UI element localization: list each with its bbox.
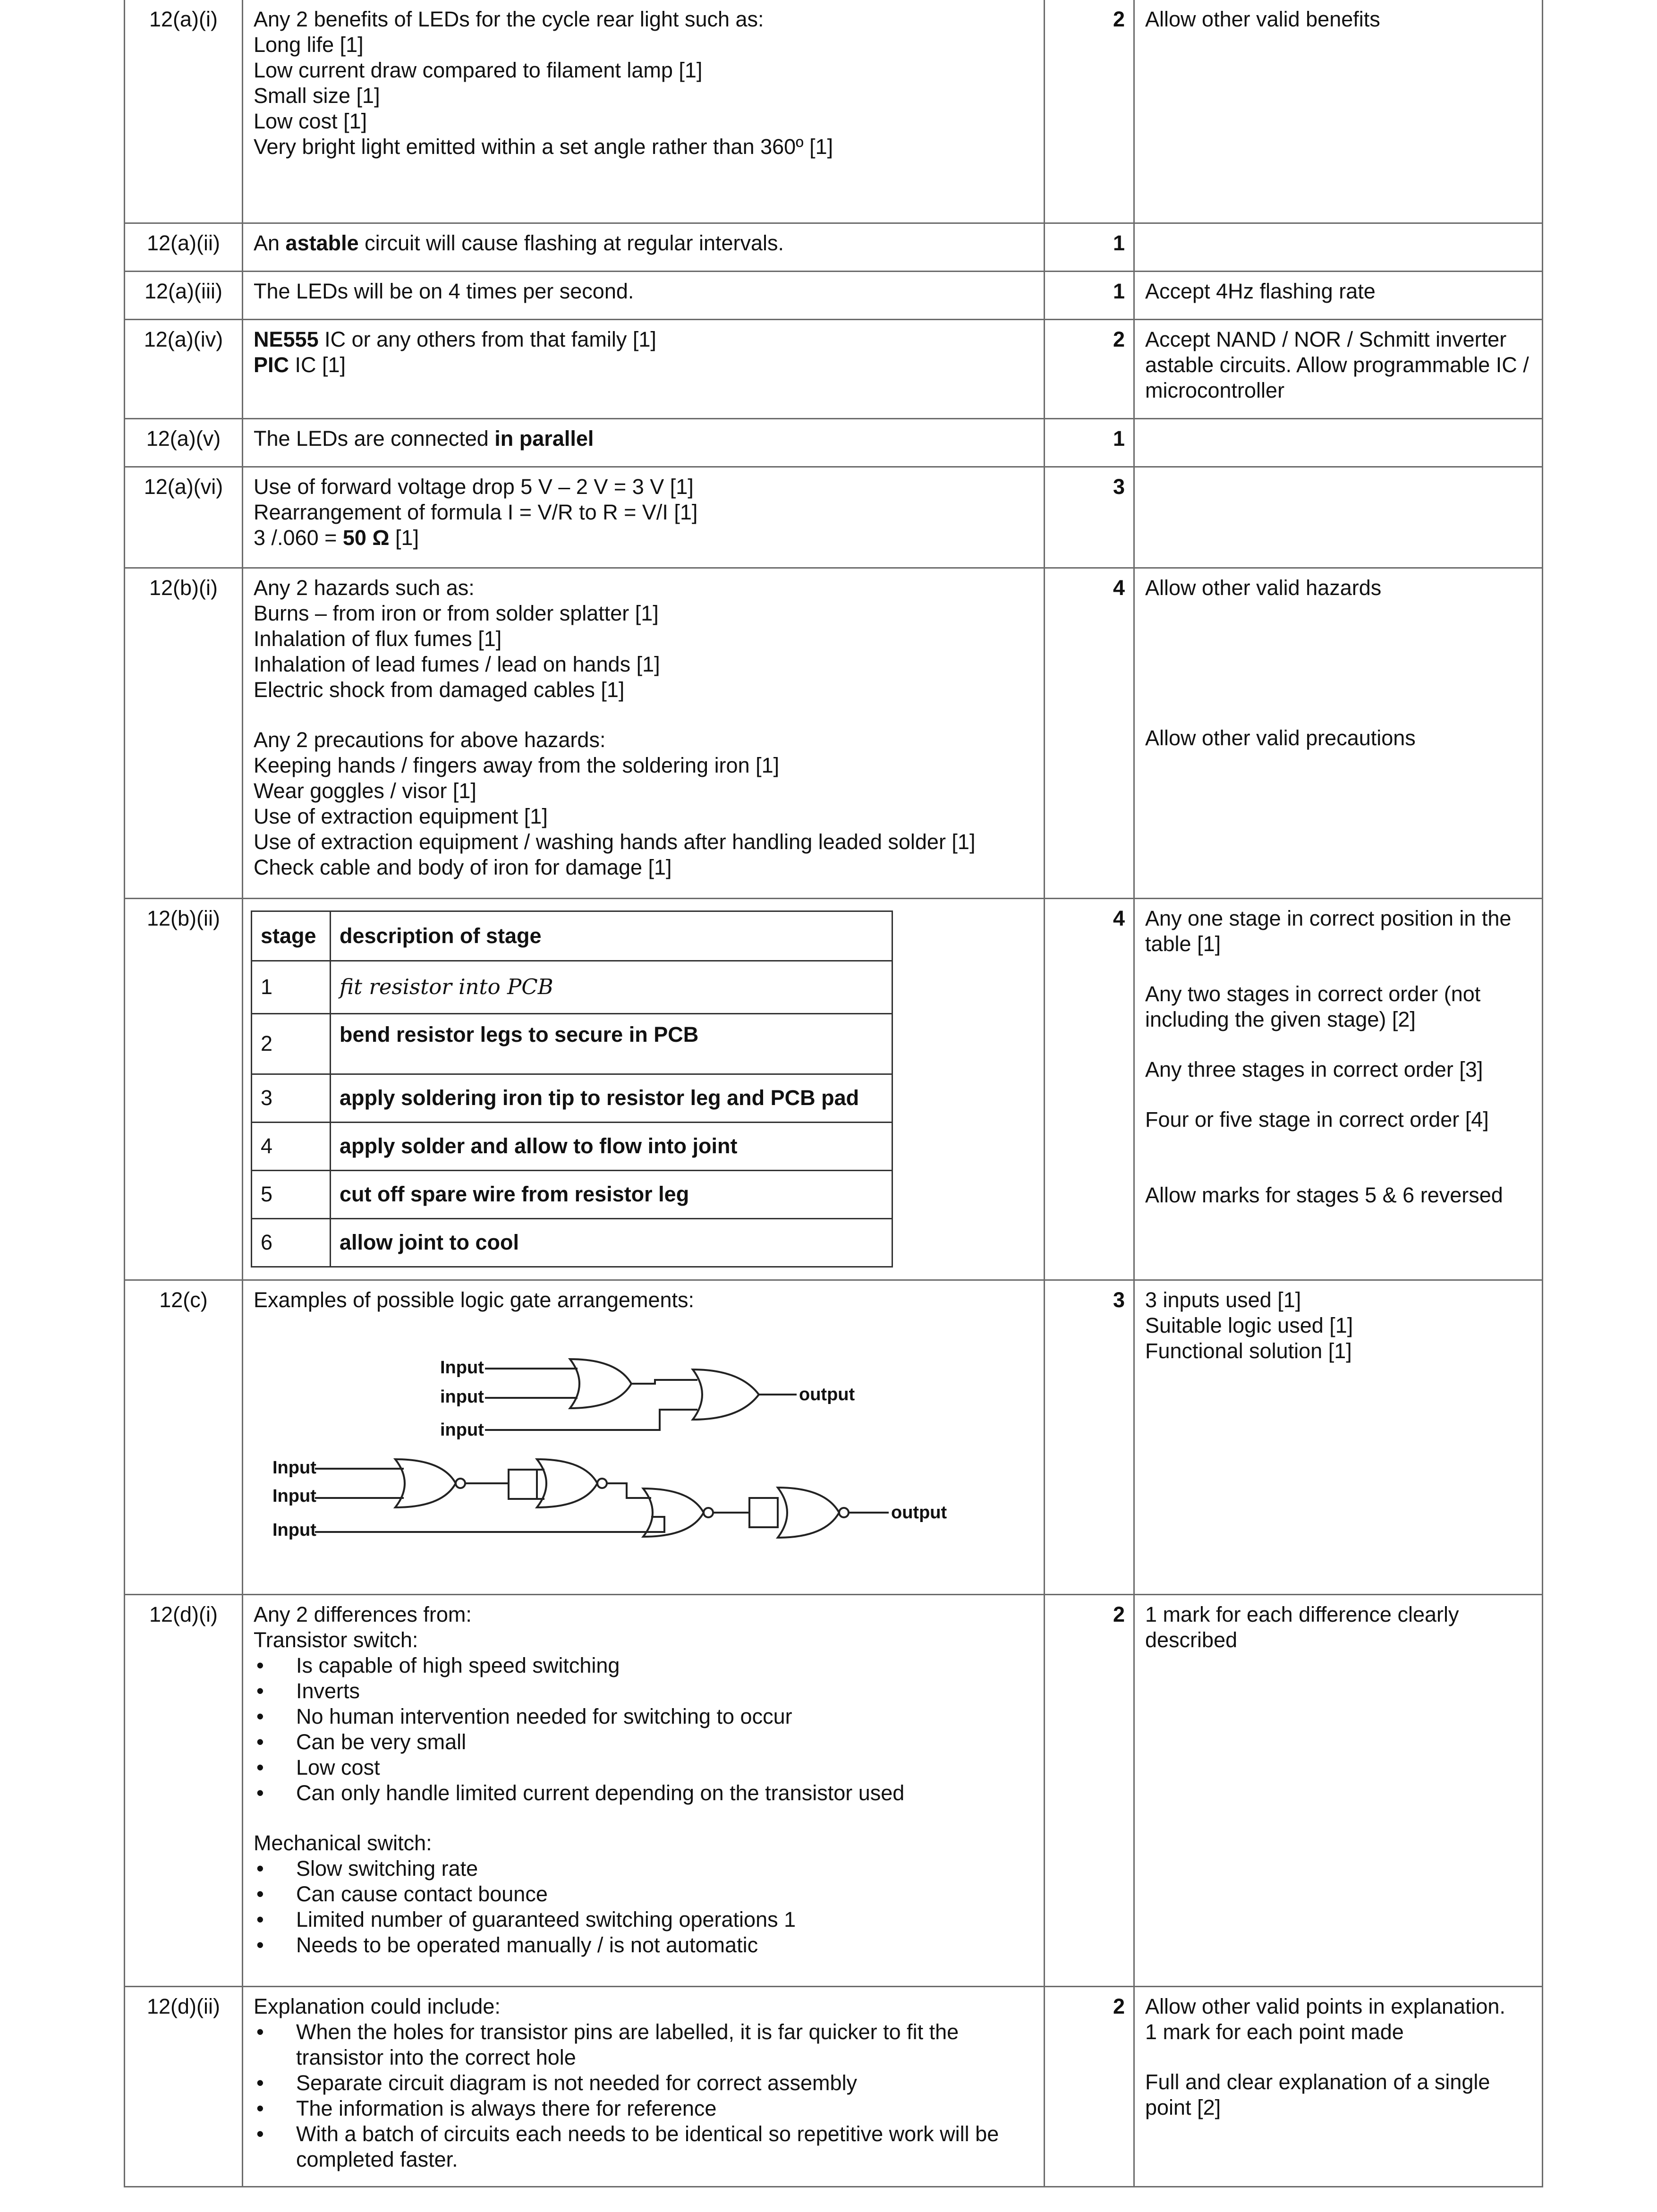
list-item: • Limited number of guaranteed switching operations 1: [254, 1907, 1034, 1932]
guidance-line: 1 mark for each point made: [1145, 2019, 1404, 2044]
nor-gate-3: [643, 1489, 704, 1537]
input-label: Input: [272, 1486, 316, 1506]
question-number: 12(b)(i): [125, 568, 243, 898]
stage-row: [252, 961, 892, 1013]
stage-description: allow joint to cool: [331, 1218, 892, 1267]
precaution-line: Keeping hands / fingers away from the soldering iron [1]: [254, 753, 780, 777]
guidance-cell: [1134, 568, 1543, 898]
answer-text: circuit will cause flashing at regular intervals.: [358, 230, 784, 255]
list-item: • Can cause contact bounce: [254, 1881, 1034, 1907]
or-gate-2: [693, 1370, 759, 1420]
list-item: • Can only handle limited current depending on the transistor used: [254, 1780, 1034, 1806]
list-item: • No human intervention needed for switching to occur: [254, 1704, 1034, 1729]
guidance-cell: Accept 4Hz flashing rate: [1134, 271, 1543, 319]
guidance-line: Functional solution [1]: [1145, 1338, 1352, 1363]
stage-row: [252, 1170, 892, 1218]
answer-text: IC [1]: [289, 352, 346, 377]
stage-row: [252, 1013, 892, 1074]
inverter-bubble: [839, 1508, 849, 1517]
row-12a-iii: [125, 271, 1543, 319]
answer-text: An: [254, 230, 286, 255]
guidance-line: Any one stage in correct position in the table [1]: [1145, 906, 1517, 956]
guidance-line: Allow other valid hazards: [1145, 575, 1382, 600]
transistor-list: [254, 1653, 1034, 1806]
list-item: • Separate circuit diagram is not needed for correct assembly: [254, 2070, 1034, 2096]
guidance-cell: [1134, 467, 1543, 568]
inverter-bubble: [597, 1479, 607, 1488]
guidance-line: Any three stages in correct order [3]: [1145, 1057, 1483, 1081]
answer-cell: [243, 1594, 1045, 1986]
answer-line: Explanation could include:: [254, 1994, 501, 2018]
hazard-line: Burns – from iron or from solder splatter [1]: [254, 601, 659, 625]
question-number: 12(a)(v): [125, 418, 243, 467]
hazard-line: Inhalation of lead fumes / lead on hands [1]: [254, 652, 660, 676]
stage-description: cut off spare wire from resistor leg: [331, 1170, 892, 1218]
answer-text: IC or any others from that family [1]: [318, 327, 656, 351]
inverter-bubble: [704, 1508, 713, 1517]
question-number: 12(a)(iv): [125, 319, 243, 418]
question-number: 12(a)(i): [125, 0, 243, 223]
answer-cell: [243, 568, 1045, 898]
header-description: description of stage: [331, 911, 892, 961]
answer-bold: 50 Ω: [342, 525, 390, 550]
list-item: • The information is always there for reference: [254, 2096, 1034, 2121]
marks-cell: 2: [1045, 1986, 1134, 2186]
hazard-line: Electric shock from damaged cables [1]: [254, 677, 625, 702]
answer-text: The LEDs are connected: [254, 426, 495, 451]
answer-cell: [243, 1280, 1045, 1594]
answer-line: Transistor switch:: [254, 1627, 418, 1652]
answer-line: Use of forward voltage drop 5 V – 2 V = 3 V [1]: [254, 474, 694, 499]
guidance-line: Any two stages in correct order (not including the given stage) [2]: [1145, 981, 1487, 1031]
mechanical-list: [254, 1856, 1034, 1958]
stage-number: 5: [252, 1170, 331, 1218]
row-12a-ii: [125, 223, 1543, 271]
marks-cell: 1: [1045, 223, 1134, 271]
guidance-line: Suitable logic used [1]: [1145, 1313, 1353, 1337]
input-label: Input: [440, 1357, 484, 1378]
answer-cell: [243, 319, 1045, 418]
stage-description: bend resistor legs to secure in PCB: [331, 1013, 892, 1074]
input-label: Input: [272, 1457, 316, 1478]
stage-description-handwritten: fit resistor into PCB: [331, 961, 892, 1013]
question-number: 12(c): [125, 1280, 243, 1594]
list-item: • Inverts: [254, 1678, 1034, 1704]
tied-inputs-wire: [509, 1470, 537, 1499]
wire: [631, 1380, 697, 1384]
header-stage: stage: [252, 911, 331, 961]
guidance-cell: 1 mark for each difference clearly described: [1134, 1594, 1543, 1986]
inverter-bubble: [456, 1479, 465, 1488]
guidance-cell: [1134, 1280, 1543, 1594]
row-12d-i: [125, 1594, 1543, 1986]
answer-line: Rearrangement of formula I = V/R to R = V/I [1]: [254, 500, 698, 524]
guidance-line: Allow marks for stages 5 & 6 reversed: [1145, 1183, 1503, 1207]
row-12c: [125, 1280, 1543, 1594]
list-item: • Is capable of high speed switching: [254, 1653, 1034, 1678]
answer-line: Low current draw compared to filament lamp [1]: [254, 58, 703, 82]
answer-line: [254, 525, 1034, 551]
precaution-line: Check cable and body of iron for damage [1]: [254, 855, 672, 879]
wire: [485, 1410, 697, 1430]
answer-line: Any 2 benefits of LEDs for the cycle rear light such as:: [254, 7, 764, 31]
or-gate-1: [570, 1359, 631, 1408]
guidance-line: Full and clear explanation of a single point [2]: [1145, 2069, 1496, 2119]
marks-cell: 1: [1045, 418, 1134, 467]
explanation-list: [254, 2019, 1034, 2172]
guidance-cell: [1134, 1986, 1543, 2186]
answer-line: [254, 327, 1034, 352]
stage-number: 1: [252, 961, 331, 1013]
answer-line: Small size [1]: [254, 84, 380, 108]
row-12a-vi: [125, 467, 1543, 568]
row-12b-ii: [125, 898, 1543, 1280]
list-item: • With a batch of circuits each needs to be identical so repetitive work will be completed faster.: [254, 2121, 1034, 2172]
marks-cell: 4: [1045, 568, 1134, 898]
guidance-cell: Accept NAND / NOR / Schmitt inverter astable circuits. Allow programmable IC / microcontroller: [1134, 319, 1543, 418]
output-label: output: [799, 1384, 855, 1404]
guidance-cell: [1134, 223, 1543, 271]
guidance-cell: [1134, 898, 1543, 1280]
guidance-line: Allow other valid points in explanation.: [1145, 1994, 1505, 2018]
mark-scheme-table: [124, 0, 1543, 2187]
answer-cell: The LEDs will be on 4 times per second.: [243, 271, 1045, 319]
input-label: input: [440, 1387, 484, 1407]
guidance-cell: Allow other valid benefits: [1134, 0, 1543, 223]
list-item: • Needs to be operated manually / is not automatic: [254, 1932, 1034, 1958]
answer-bold: PIC: [254, 352, 289, 377]
stage-number: 4: [252, 1122, 331, 1170]
answer-cell: [243, 418, 1045, 467]
stage-order-table: [251, 910, 893, 1268]
stage-number: 3: [252, 1074, 331, 1122]
hazard-line: Inhalation of flux fumes [1]: [254, 626, 502, 651]
answer-line: Mechanical switch:: [254, 1830, 432, 1855]
question-number: 12(a)(ii): [125, 223, 243, 271]
question-number: 12(d)(ii): [125, 1986, 243, 2186]
answer-cell: [243, 467, 1045, 568]
question-number: 12(b)(ii): [125, 898, 243, 1280]
guidance-line: 3 inputs used [1]: [1145, 1287, 1301, 1312]
wire: [315, 1517, 664, 1532]
question-number: 12(a)(iii): [125, 271, 243, 319]
stage-description: apply soldering iron tip to resistor leg and PCB pad: [331, 1074, 892, 1122]
answer-line: [254, 352, 1034, 378]
answer-line: Low cost [1]: [254, 109, 367, 133]
row-12b-i: [125, 568, 1543, 898]
hazard-line: Any 2 hazards such as:: [254, 575, 475, 600]
marks-cell: 3: [1045, 1280, 1134, 1594]
row-12a-v: [125, 418, 1543, 467]
question-number: 12(a)(vi): [125, 467, 243, 568]
answer-text: 3 /.060 =: [254, 525, 343, 550]
nor-gate-2: [537, 1459, 597, 1507]
precaution-line: Any 2 precautions for above hazards:: [254, 727, 606, 752]
precaution-line: Use of extraction equipment / washing hands after handling leaded solder [1]: [254, 829, 976, 854]
stage-row: [252, 1122, 892, 1170]
marks-cell: 2: [1045, 319, 1134, 418]
guidance-line: Four or five stage in correct order [4]: [1145, 1107, 1489, 1132]
answer-bold: NE555: [254, 327, 319, 351]
answer-bold: astable: [285, 230, 359, 255]
input-label: input: [440, 1420, 484, 1440]
list-item: • Low cost: [254, 1755, 1034, 1780]
input-label: Input: [272, 1520, 316, 1540]
row-12a-iv: [125, 319, 1543, 418]
question-number: 12(d)(i): [125, 1594, 243, 1986]
nor-gate-4: [778, 1488, 839, 1538]
marks-cell: 2: [1045, 0, 1134, 223]
answer-cell: [243, 0, 1045, 223]
precaution-line: Use of extraction equipment [1]: [254, 804, 548, 828]
answer-cell: [243, 1986, 1045, 2186]
answer-line: Long life [1]: [254, 33, 364, 57]
answer-line: Any 2 differences from:: [254, 1602, 472, 1626]
list-item: • Can be very small: [254, 1729, 1034, 1755]
answer-line: Very bright light emitted within a set angle rather than 360º [1]: [254, 135, 833, 159]
stage-description: apply solder and allow to flow into joint: [331, 1122, 892, 1170]
logic-gate-diagram: [254, 1322, 1009, 1544]
answer-bold: in parallel: [494, 426, 594, 451]
answer-cell: [243, 223, 1045, 271]
stage-row: [252, 1074, 892, 1122]
answer-cell: [243, 898, 1045, 1280]
row-12a-i: [125, 0, 1543, 223]
stage-number: 6: [252, 1218, 331, 1267]
marks-cell: 2: [1045, 1594, 1134, 1986]
row-12d-ii: [125, 1986, 1543, 2186]
marks-cell: 4: [1045, 898, 1134, 1280]
stage-row: [252, 1218, 892, 1267]
nor-gate-1: [395, 1459, 456, 1507]
stage-table-header: [252, 911, 892, 961]
guidance-line: Allow other valid precautions: [1145, 725, 1416, 750]
precaution-line: Wear goggles / visor [1]: [254, 778, 476, 803]
stage-number: 2: [252, 1013, 331, 1074]
tied-inputs-wire: [749, 1498, 778, 1527]
marks-cell: 3: [1045, 467, 1134, 568]
list-item: • When the holes for transistor pins are labelled, it is far quicker to fit the transistor into the correct hole: [254, 2019, 1034, 2070]
guidance-cell: [1134, 418, 1543, 467]
output-label: output: [891, 1502, 947, 1523]
answer-line: Examples of possible logic gate arrangements:: [254, 1287, 695, 1312]
list-item: • Slow switching rate: [254, 1856, 1034, 1881]
marks-cell: 1: [1045, 271, 1134, 319]
answer-text: [1]: [389, 525, 419, 550]
